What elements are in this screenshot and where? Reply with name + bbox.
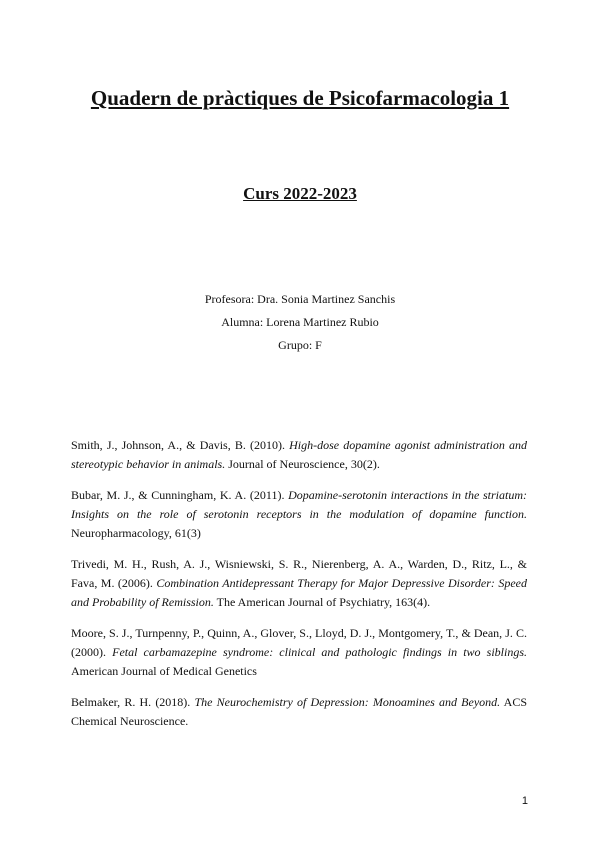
reference-title: High-dose dopamine agonist administration and stereotypic behavior in animals. [71, 438, 527, 471]
reference-item [71, 624, 527, 681]
reference-item [71, 693, 527, 731]
reference-authors: Belmaker, R. H. (2018). [71, 695, 195, 709]
reference-authors: Bubar, M. J., & Cunningham, K. A. (2011). [71, 488, 289, 502]
reference-title: Dopamine-serotonin interactions in the striatum: Insights on the role of serotonin receptors in the modulation of dopamine function. [71, 488, 527, 521]
reference-source: ACS Chemical Neuroscience. [71, 695, 527, 728]
reference-item [71, 486, 527, 543]
reference-authors: Trivedi, M. H., Rush, A. J., Wisniewski, S. R., Nierenberg, A. A., Warden, D., Ritz, L., & Fava, M. (2006). [71, 557, 527, 590]
student-line: Alumna: Lorena Martinez Rubio [221, 315, 379, 329]
reference-source: American Journal of Medical Genetics [71, 664, 257, 678]
author-info [0, 288, 600, 357]
professor-line: Profesora: Dra. Sonia Martinez Sanchis [204, 292, 396, 306]
reference-item [71, 436, 527, 474]
reference-title: The Neurochemistry of Depression: Monoamines and Beyond. [194, 695, 501, 709]
page-number: 1 [521, 795, 528, 807]
document-title: Quadern de pràctiques de Psicofarmacologia 1 [90, 86, 510, 110]
group-line: Grupo: F [278, 338, 322, 352]
reference-source: Journal of Neuroscience, 30(2). [225, 457, 380, 471]
course-year: Curs 2022-2023 [243, 184, 357, 203]
reference-item [71, 555, 527, 612]
reference-source: The American Journal of Psychiatry, 163(4). [213, 595, 431, 609]
reference-authors: Moore, S. J., Turnpenny, P., Quinn, A., Glover, S., Lloyd, D. J., Montgomery, T., & Dean, J. C. (2000). [71, 626, 527, 659]
reference-list [71, 436, 527, 743]
reference-source: Neuropharmacology, 61(3) [71, 526, 201, 540]
reference-authors: Smith, J., Johnson, A., & Davis, B. (2010). [71, 438, 290, 452]
reference-title: Combination Antidepressant Therapy for Major Depressive Disorder: Speed and Probability of Remission. [71, 576, 527, 609]
reference-title: Fetal carbamazepine syndrome: clinical and pathologic findings in two siblings. [112, 645, 527, 659]
